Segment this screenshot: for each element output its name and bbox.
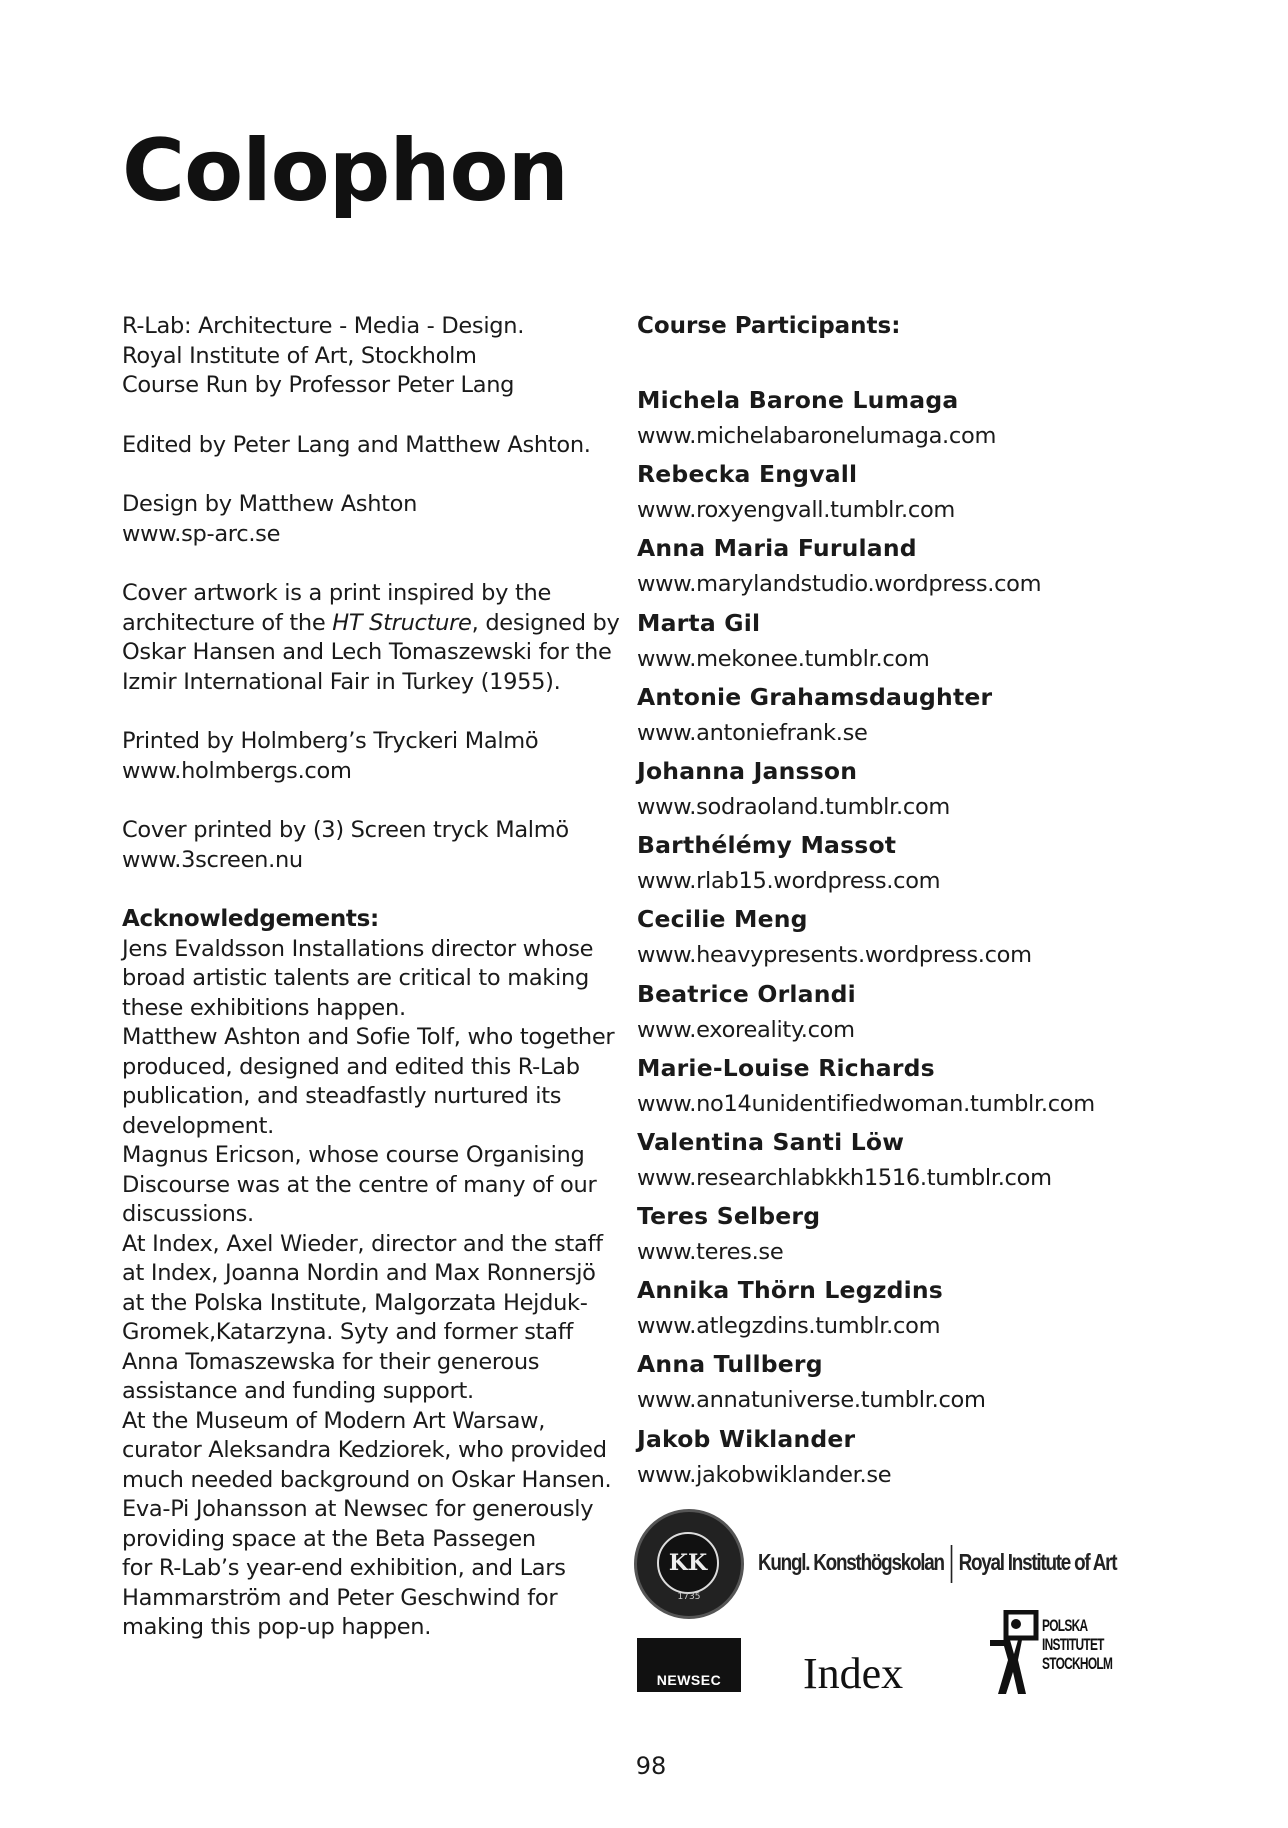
participant-name: Marta Gil	[637, 608, 761, 637]
course-participants	[637, 312, 1257, 1496]
editors-credit	[122, 431, 612, 461]
participant-url: www.teres.se	[637, 1239, 784, 1266]
text-line: curator Aleksandra Kedziorek, who provided	[122, 1437, 607, 1463]
kkh-name-english: Royal Institute of Art	[958, 1549, 1117, 1576]
participant-url: www.annatuniverse.tumblr.com	[637, 1387, 986, 1414]
participant-entry	[637, 1347, 1257, 1421]
kkh-monogram: KK	[657, 1532, 719, 1594]
text-line: Hammarström and Peter Geschwind for	[122, 1584, 558, 1611]
participant-name: Michela Barone Lumaga	[637, 386, 959, 414]
participant-name: Anna Maria Furuland	[637, 534, 917, 563]
text-line: Eva-Pi Johansson at Newsec for generously	[122, 1496, 594, 1522]
participant-url: www.michelabaronelumaga.com	[637, 423, 997, 449]
text-line: STOCKHOLM	[1042, 1654, 1113, 1673]
text-line: at the Polska Institute, Malgorzata Hejduk-	[122, 1289, 588, 1316]
printer-credit	[122, 727, 612, 786]
participant-entry	[637, 1422, 1257, 1496]
text-line: www.sp-arc.se	[122, 520, 281, 547]
participant-name: Rebecka Engvall	[637, 460, 858, 489]
kkh-seal-icon	[634, 1509, 744, 1619]
polska-figure-icon	[986, 1610, 1042, 1696]
participant-name: Teres Selberg	[637, 1202, 821, 1231]
participant-entry	[637, 977, 1257, 1051]
text-line: Printed by Holmberg’s Tryckeri Malmö	[122, 728, 539, 754]
text-line: Anna Tomaszewska for their generous	[122, 1348, 540, 1375]
text-line: Design by Matthew Ashton	[122, 491, 418, 517]
participant-name: Beatrice Orlandi	[637, 979, 856, 1008]
text-line: architecture of the HT Structure, designed by	[122, 609, 620, 636]
text-line: www.holmbergs.com	[122, 757, 352, 784]
text-line: assistance and funding support.	[122, 1378, 474, 1404]
participant-url: www.jakobwiklander.se	[637, 1461, 892, 1488]
text-line: Magnus Ericson, whose course Organising	[122, 1142, 585, 1168]
cover-printer-credit	[122, 816, 612, 875]
text-line: Izmir International Fair in Turkey (1955).	[122, 668, 561, 695]
text-line: Cover printed by (3) Screen tryck Malmö	[122, 817, 569, 843]
participant-entry	[637, 606, 1257, 680]
participant-url: www.no14unidentifiedwoman.tumblr.com	[637, 1090, 1095, 1117]
page-title: Colophon	[122, 121, 568, 221]
text-line: providing space at the Beta Passegen	[122, 1525, 536, 1552]
text-line: produced, designed and edited this R-Lab	[122, 1053, 580, 1080]
index-logo: Index	[803, 1649, 904, 1698]
participant-url: www.researchlabkkh1516.tumblr.com	[637, 1164, 1052, 1191]
participants-heading: Course Participants:	[637, 313, 901, 339]
text-line: Course Run by Professor Peter Lang	[122, 372, 515, 398]
participant-entry	[637, 383, 1257, 457]
text-line: Discourse was at the centre of many of our	[122, 1171, 597, 1198]
text-line: for R-Lab’s year-end exhibition, and Lars	[122, 1555, 566, 1581]
kkh-name-swedish: Kungl. Konsthögskolan	[758, 1549, 944, 1576]
divider	[950, 1545, 952, 1583]
artwork-title: HT Structure	[332, 609, 472, 636]
text-line: Gromek,Katarzyna. Syty and former staff	[122, 1319, 573, 1345]
polska-institutet-logo	[986, 1610, 1116, 1700]
cover-artwork-note	[122, 579, 620, 697]
participant-name: Johanna Jansson	[637, 756, 858, 785]
participant-name: Barthélémy Massot	[637, 831, 897, 860]
text-line: Royal Institute of Art, Stockholm	[122, 342, 477, 369]
participant-url: www.exoreality.com	[637, 1016, 855, 1043]
participant-entry	[637, 754, 1257, 828]
text-line: Matthew Ashton and Sofie Tolf, who together	[122, 1024, 615, 1050]
participant-url: www.marylandstudio.wordpress.com	[637, 571, 1042, 598]
kkh-seal-year: 1735	[677, 1592, 701, 1602]
participant-name: Jakob Wiklander	[637, 1424, 856, 1453]
text-line: Cover artwork is a print inspired by the	[122, 580, 552, 606]
text-line: Jens Evaldsson Installations director whose	[122, 935, 594, 962]
participant-name: Anna Tullberg	[637, 1350, 823, 1379]
participant-name: Valentina Santi Löw	[637, 1127, 905, 1156]
participant-url: www.mekonee.tumblr.com	[637, 645, 930, 672]
text-line: broad artistic talents are critical to making	[122, 965, 589, 991]
participant-url: www.antoniefrank.se	[637, 719, 868, 746]
participant-entry	[637, 1125, 1257, 1199]
design-credit	[122, 490, 612, 549]
participant-entry	[637, 457, 1257, 531]
text-line: Edited by Peter Lang and Matthew Ashton.	[122, 431, 591, 458]
text-line: www.3screen.nu	[122, 846, 303, 873]
text-line: these exhibitions happen.	[122, 994, 406, 1021]
participant-name: Cecilie Meng	[637, 905, 808, 934]
text-line: R-Lab: Architecture - Media - Design.	[122, 313, 525, 339]
participant-entry	[637, 1273, 1257, 1347]
participant-url: www.rlab15.wordpress.com	[637, 868, 941, 895]
participant-entry	[637, 531, 1257, 605]
text-line: making this pop-up happen.	[122, 1614, 432, 1640]
course-info	[122, 312, 612, 401]
participant-entry	[637, 1199, 1257, 1273]
text-line: publication, and steadfastly nurtured its	[122, 1083, 562, 1109]
participant-entry	[637, 828, 1257, 902]
participant-name: Antonie Grahamsdaughter	[637, 682, 993, 711]
text-line: Oskar Hansen and Lech Tomaszewski for the	[122, 639, 612, 665]
text-line: discussions.	[122, 1201, 254, 1227]
participant-url: www.atlegzdins.tumblr.com	[637, 1313, 941, 1340]
participant-name: Marie-Louise Richards	[637, 1053, 935, 1082]
text-line: much needed background on Oskar Hansen.	[122, 1466, 612, 1493]
acknowledgements-body	[122, 935, 615, 1643]
participant-name: Annika Thörn Legzdins	[637, 1276, 943, 1305]
participant-entry	[637, 902, 1257, 976]
participant-entry	[637, 1051, 1257, 1125]
participant-entry	[637, 680, 1257, 754]
acknowledgements-heading: Acknowledgements:	[122, 906, 379, 932]
participant-url: www.roxyengvall.tumblr.com	[637, 497, 956, 524]
text-line: development.	[122, 1112, 274, 1139]
page-number: 98	[635, 1752, 667, 1780]
royal-institute-of-art-logo	[634, 1508, 1117, 1620]
text-line: at Index, Joanna Nordin and Max Ronnersjö	[122, 1260, 596, 1286]
text-line: INSTITUTET	[1042, 1635, 1104, 1654]
polska-wordmark	[1042, 1616, 1112, 1673]
colophon-credits	[122, 312, 620, 1643]
text-line: POLSKA	[1042, 1616, 1088, 1635]
participant-url: www.sodraoland.tumblr.com	[637, 793, 951, 820]
text-line: At the Museum of Modern Art Warsaw,	[122, 1407, 546, 1434]
newsec-logo: NEWSEC	[637, 1638, 741, 1692]
kkh-wordmark	[758, 1545, 1116, 1583]
text-line: At Index, Axel Wieder, director and the staff	[122, 1230, 603, 1257]
participant-url: www.heavypresents.wordpress.com	[637, 942, 1032, 969]
